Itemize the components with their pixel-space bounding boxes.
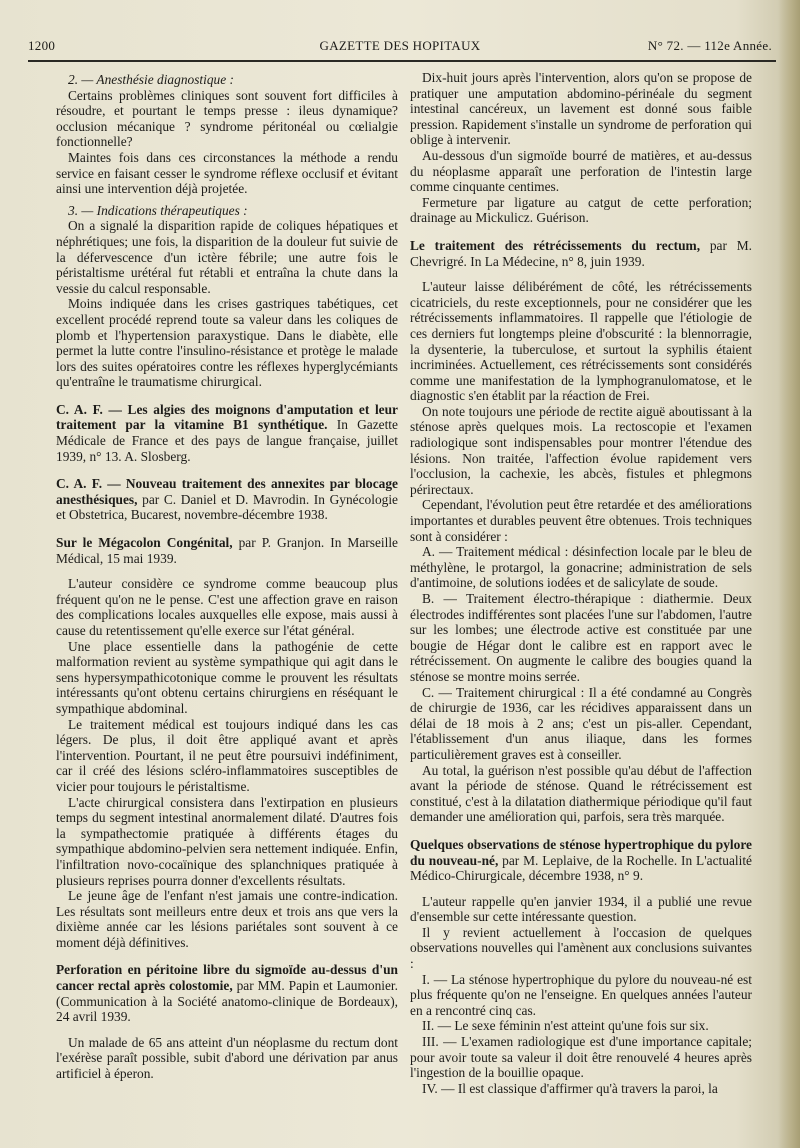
spacer	[56, 197, 398, 201]
left-column	[56, 70, 398, 1082]
paragraph: L'auteur considère ce syndrome comme beaucoup plus fréquent qu'on ne le pense. C'est une affection grave en raison des complications locales auxquelles elle expose, mais aussi à cause du retentissement qu'elle exerce sur l'état général.	[56, 576, 398, 638]
spacer	[56, 1025, 398, 1035]
section-heading: 3. — Indications thérapeutiques :	[68, 202, 248, 218]
paragraph: Au total, la guérison n'est possible qu'au début de l'affection avant la période de sténose. Quand le rétrécissement est constitué, c'est à la dilatation diathermique périodique qu'il faut demander une amélioration qui, parfois, sera très marquée.	[410, 762, 752, 825]
paragraph: Maintes fois dans ces circonstances la méthode a rendu service en faisant cesser le syndrome réflexe occlusif et évitant ainsi une intervention déjà projetée.	[56, 149, 398, 197]
paragraph: C. — Traitement chirurgical : Il a été condamné au Congrès de chirurgie de 1936, car les récidives apparaissent dans un délai de 18 mois à 2 ans; c'est un pis-aller. Cependant, l'établissement d'un anus iliaque, dans les formes particulièrement graves est à conseiller.	[410, 684, 752, 762]
journal-title: GAZETTE DES HOPITAUX	[319, 38, 481, 53]
header-rule	[28, 60, 776, 62]
paragraph: Le traitement médical est toujours indiqué dans les cas légers. De plus, il doit être appliqué avant et après l'intervention. Pourtant, il ne peut être poursuivi indéfiniment, car il créé des lésions scléro-inflammatoires susceptibles de vicier pour toujours le péristaltisme.	[56, 716, 398, 794]
paragraph: I. — La sténose hypertrophique du pylore du nouveau-né est plus fréquente qu'on ne l'enseigne. En quelques années l'auteur en a rencontré cinq cas.	[410, 971, 752, 1018]
right-column	[410, 70, 752, 1096]
paragraph: On note toujours une période de rectite aiguë aboutissant à la sténose après quelques mois. La rectoscopie et l'examen radiologique sont indispensables pour montrer l'étendue des lésions. Non traitée, l'affection évolue rapidement vers l'occlusion, la cachexie, les abcès, fistules et phlegmons périrectaux.	[410, 403, 752, 497]
paragraph: B. — Traitement électro-thérapique : diathermie. Deux électrodes indifférentes sont placées l'une sur l'abdomen, l'autre sur les lombes; une électrode active est constituée par une bougie de Hégar dont le calibre est en rapport avec le rétrécissement. On augmente le calibre des bougies quand la sténose se montre moins serrée.	[410, 591, 752, 684]
paragraph: A. — Traitement médical : désinfection locale par le bleu de méthylène, le protargol, la gonacrine; administration de sels d'antimoine, de solutions iodées et de salicylate de soude.	[410, 544, 752, 591]
article-heading	[410, 238, 752, 269]
article-reference: par P. Granjon. In Marseille Médical, 15 mai 1939.	[56, 535, 398, 566]
article-reference: par C. Daniel et D. Mavrodin. In Gynécologie et Obstetrica, Bucarest, novembre-décembre 1938.	[56, 491, 398, 523]
paragraph: Il y revient actuellement à l'occasion de quelques observations nouvelles qui l'amènent aux conclusions suivantes :	[410, 924, 752, 972]
paragraph: Au-dessous d'un sigmoïde bourré de matières, et au-dessus du néoplasme apparaît une perforation de l'intestin large comme cinquante centimes.	[410, 147, 752, 195]
article-heading	[56, 962, 398, 1024]
article-reference: par MM. Papin et Laumonier. (Communication à la Société anatomo-clinique de Bordeaux), 24 avril 1939.	[56, 978, 398, 1025]
issue-number: N° 72. — 112e Année.	[647, 38, 772, 53]
paragraph: Fermeture par ligature au catgut de cette perforation; drainage au Mickulicz. Guérison.	[410, 194, 752, 226]
article-heading	[56, 535, 398, 566]
article-heading	[410, 837, 752, 884]
article-title: C. A. F. — Les algies des moignons d'amputation et leur traitement par la vitamine B1 synthétique.	[56, 401, 398, 433]
paragraph: Cependant, l'évolution peut être retardée et des améliorations importantes et durables peuvent être obtenues. Trois techniques sont à considérer :	[410, 497, 752, 544]
page-edge-shadow	[778, 0, 800, 1148]
paragraph: L'auteur laisse délibérément de côté, les rétrécissements cicatriciels, du reste exceptionnels, pour ne considérer que les rétrécissements inflammatoires. Il rappelle que l'étiologie de ces derniers fut longtemps pleine d'obscurité : la blennorragie, la dysenterie, la tuberculose, et surtout la syphilis étaient incriminées. Actuellement, ces rétrécissements sont considérés comme une manifestation de la lymphogranulomatose, et le diagnostic s'en établit par la réaction de Frei.	[410, 279, 752, 404]
article-title: Le traitement des rétrécissements du rectum,	[410, 237, 701, 253]
paragraph: L'acte chirurgical consistera dans l'extirpation en plusieurs temps du segment intestinal anormalement dilaté. D'autres fois la sympathectomie pratiquée à différents étages du sympathique abdomino-pelvien sera nettement indiquée. Enfin, l'infiltration novo-cocaïnique des splanchniques pratiquée à plusieurs reprises pourra donner d'excellents résultats.	[56, 794, 398, 888]
running-header	[28, 38, 772, 56]
spacer	[56, 566, 398, 576]
paragraph: Un malade de 65 ans atteint d'un néoplasme du rectum dont l'exérèse paraît possible, subit d'abord une dérivation par anus artificiel à éperon.	[56, 1034, 398, 1082]
section-heading: 2. — Anesthésie diagnostique :	[68, 72, 235, 87]
paragraph: Certains problèmes cliniques sont souvent fort difficiles à résoudre, et pourtant le temps presse : ileus dynamique? occlusion mécanique ? syndrome péritonéal ou cœlialgie fonctionnelle?	[56, 87, 398, 150]
paragraph: III. — L'examen radiologique est d'une importance capitale; pour avoir toute sa valeur il doit être renouvelé 4 heures après l'ingestion de la bouillie opaque.	[410, 1034, 752, 1081]
article-reference: par M. Leplaive, de la Rochelle. In L'actualité Médico-Chirurgicale, décembre 1938, n° 9.	[410, 852, 752, 884]
paragraph: Le jeune âge de l'enfant n'est jamais une contre-indication. Les résultats sont meilleurs entre deux et trois ans que vers la dixième année car les lésions pariétales sont souvent à ce moment déjà définitives.	[56, 888, 398, 950]
spacer	[410, 269, 752, 279]
paragraph: IV. — Il est classique d'affirmer qu'à travers la paroi, la	[422, 1080, 718, 1096]
paragraph: On a signalé la disparition rapide de coliques hépatiques et néphrétiques; une fois, la disparition de la douleur fut suivie de la défervescence d'un ictère fébrile; une autre fois le péristaltisme urétéral fut rétabli et entraîna la chute dans la vessie du calcul responsable.	[56, 218, 398, 296]
article-reference: par M. Chevrigré. In La Médecine, n° 8, juin 1939.	[410, 237, 752, 269]
paragraph: II. — Le sexe féminin n'est atteint qu'une fois sur six.	[422, 1018, 709, 1034]
spacer	[410, 884, 752, 894]
article-reference: In Gazette Médicale de France et des pays de langue française, juillet 1939, n° 13. A. Slosberg.	[56, 417, 398, 464]
article-title: Sur le Mégacolon Congénital,	[56, 535, 233, 551]
article-heading	[56, 402, 398, 464]
paragraph: Une place essentielle dans la pathogénie de cette malformation revient au système sympathique qui agit dans le sens hypersympathicotonique comme le prouvent les résultats intéressants qu'ont obtenu certains chirurgiens en réséquant le sympathique abdominal.	[56, 638, 398, 716]
article-title: C. A. F. — Nouveau traitement des annexites par blocage anesthésiques,	[56, 476, 398, 507]
page-number: 1200	[28, 38, 56, 53]
paragraph: Moins indiquée dans les crises gastriques tabétiques, cet excellent procédé reprend toute sa valeur dans les coliques de plomb et l'hypertension paraxystique. Dans le diabète, elle permet la lutte contre l'insulino-résistance et protège le malade lors des suites opératoires contre les réflexes hyperglycémiants qu'entraîne le traumatisme chirurgical.	[56, 296, 398, 390]
paragraph: Dix-huit jours après l'intervention, alors qu'on se propose de pratiquer une amputation abdomino-périnéale du segment intestinal cancéreux, un lavement est donné sous faible pression. Rapidement s'installe un syndrome de perforation qui oblige à intervenir.	[410, 70, 752, 148]
article-heading	[56, 476, 398, 523]
article-title: Quelques observations de sténose hypertrophique du pylore du nouveau-né,	[410, 836, 752, 868]
article-title: Perforation en péritoine libre du sigmoïde au-dessus d'un cancer rectal après colostomie,	[56, 962, 398, 994]
paragraph: L'auteur rappelle qu'en janvier 1934, il a publié une revue d'ensemble sur cette intéressante question.	[410, 893, 752, 925]
